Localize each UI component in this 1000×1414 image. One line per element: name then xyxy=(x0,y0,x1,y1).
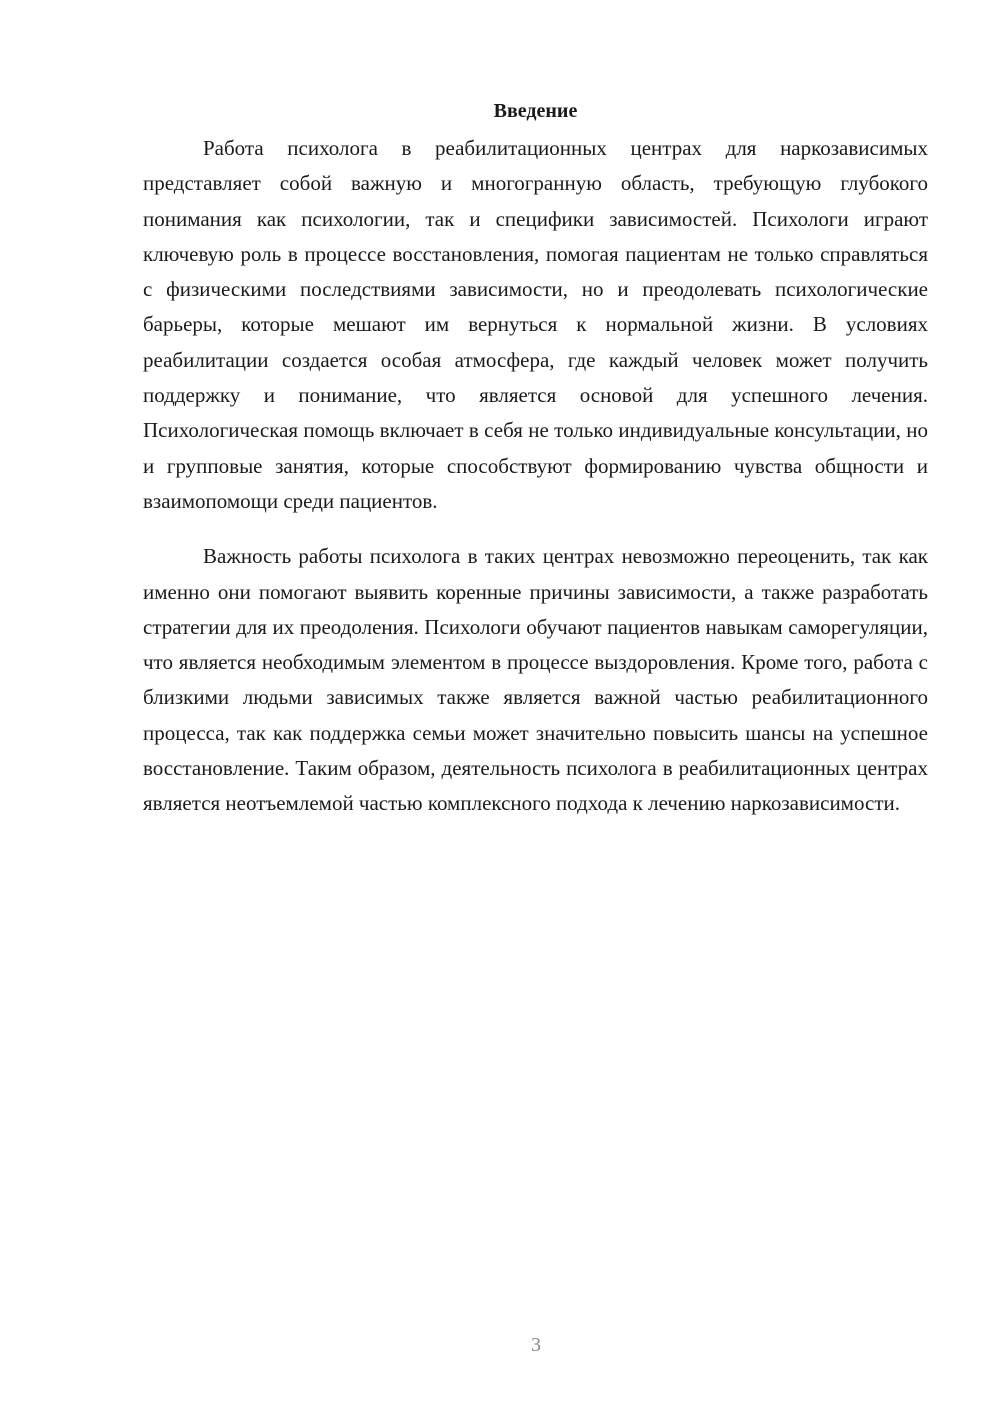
section-title: Введение xyxy=(493,100,578,122)
page-content xyxy=(143,96,928,822)
paragraph-1: Работа психолога в реабилитационных центрах для наркозависимых представляет собой важную и многогранную область, требующую глубокого понимания как психологии, так и специфики зависимостей. Психологи играют ключевую роль в процессе восстановления, помогая пациентам не только справляться с физическими последствиями зависимости, но и преодолевать психологические барьеры, которые мешают им вернуться к нормальной жизни. В условиях реабилитации создается особая атмосфера, где каждый человек может получить поддержку и понимание, что является основой для успешного лечения. Психологическая помощь включает в себя не только индивидуальные консультации, но и групповые занятия, которые способствуют формированию чувства общности и взаимопомощи среди пациентов. xyxy=(143,136,928,513)
page-number: 3 xyxy=(531,1334,541,1356)
paragraph-2: Важность работы психолога в таких центрах невозможно переоценить, так как именно они помогают выявить коренные причины зависимости, а также разработать стратегии для их преодоления. Психологи обучают пациентов навыкам саморегуляции, что является необходимым элементом в процессе выздоровления. Кроме того, работа с близкими людьми зависимых также является важной частью реабилитационного процесса, так как поддержка семьи может значительно повысить шансы на успешное восстановление. Таким образом, деятельность психолога в реабилитационных центрах является неотъемлемой частью комплексного подхода к лечению наркозависимости. xyxy=(143,544,928,816)
